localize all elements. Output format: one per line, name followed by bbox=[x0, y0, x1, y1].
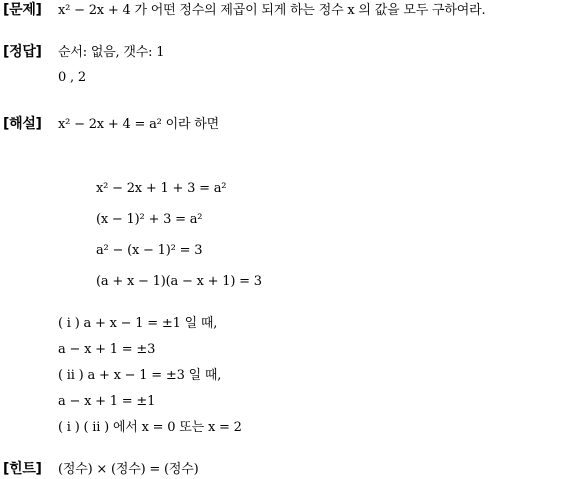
answer-label: [정답] bbox=[3, 44, 42, 60]
problem-label: [문제] bbox=[3, 2, 42, 18]
equation-line: (x − 1)² + 3 = a² bbox=[96, 212, 203, 227]
answer-order-count: 순서: 없음, 갯수: 1 bbox=[58, 45, 165, 60]
solution-label: [해설] bbox=[3, 116, 42, 132]
equation-line: (a + x − 1)(a − x + 1) = 3 bbox=[96, 274, 262, 289]
equation-line: x² − 2x + 1 + 3 = a² bbox=[96, 181, 227, 196]
hint-text: (정수) × (정수) = (정수) bbox=[58, 462, 199, 477]
hint-label: [힌트] bbox=[3, 461, 42, 477]
case-line: a − x + 1 = ±3 bbox=[58, 342, 156, 357]
solution-intro: x² − 2x + 4 = a² 이라 하면 bbox=[58, 117, 219, 132]
case-line: ( i ) a + x − 1 = ±1 일 때, bbox=[58, 316, 218, 331]
problem-text: x² − 2x + 4 가 어떤 정수의 제곱이 되게 하는 정수 x 의 값을 모두 구하여라. bbox=[58, 3, 486, 18]
case-conclusion: ( i ) ( ii ) 에서 x = 0 또는 x = 2 bbox=[58, 420, 242, 435]
answer-values: 0 , 2 bbox=[58, 70, 86, 85]
equation-line: a² − (x − 1)² = 3 bbox=[96, 243, 203, 258]
case-line: a − x + 1 = ±1 bbox=[58, 394, 156, 409]
case-line: ( ii ) a + x − 1 = ±3 일 때, bbox=[58, 368, 222, 383]
